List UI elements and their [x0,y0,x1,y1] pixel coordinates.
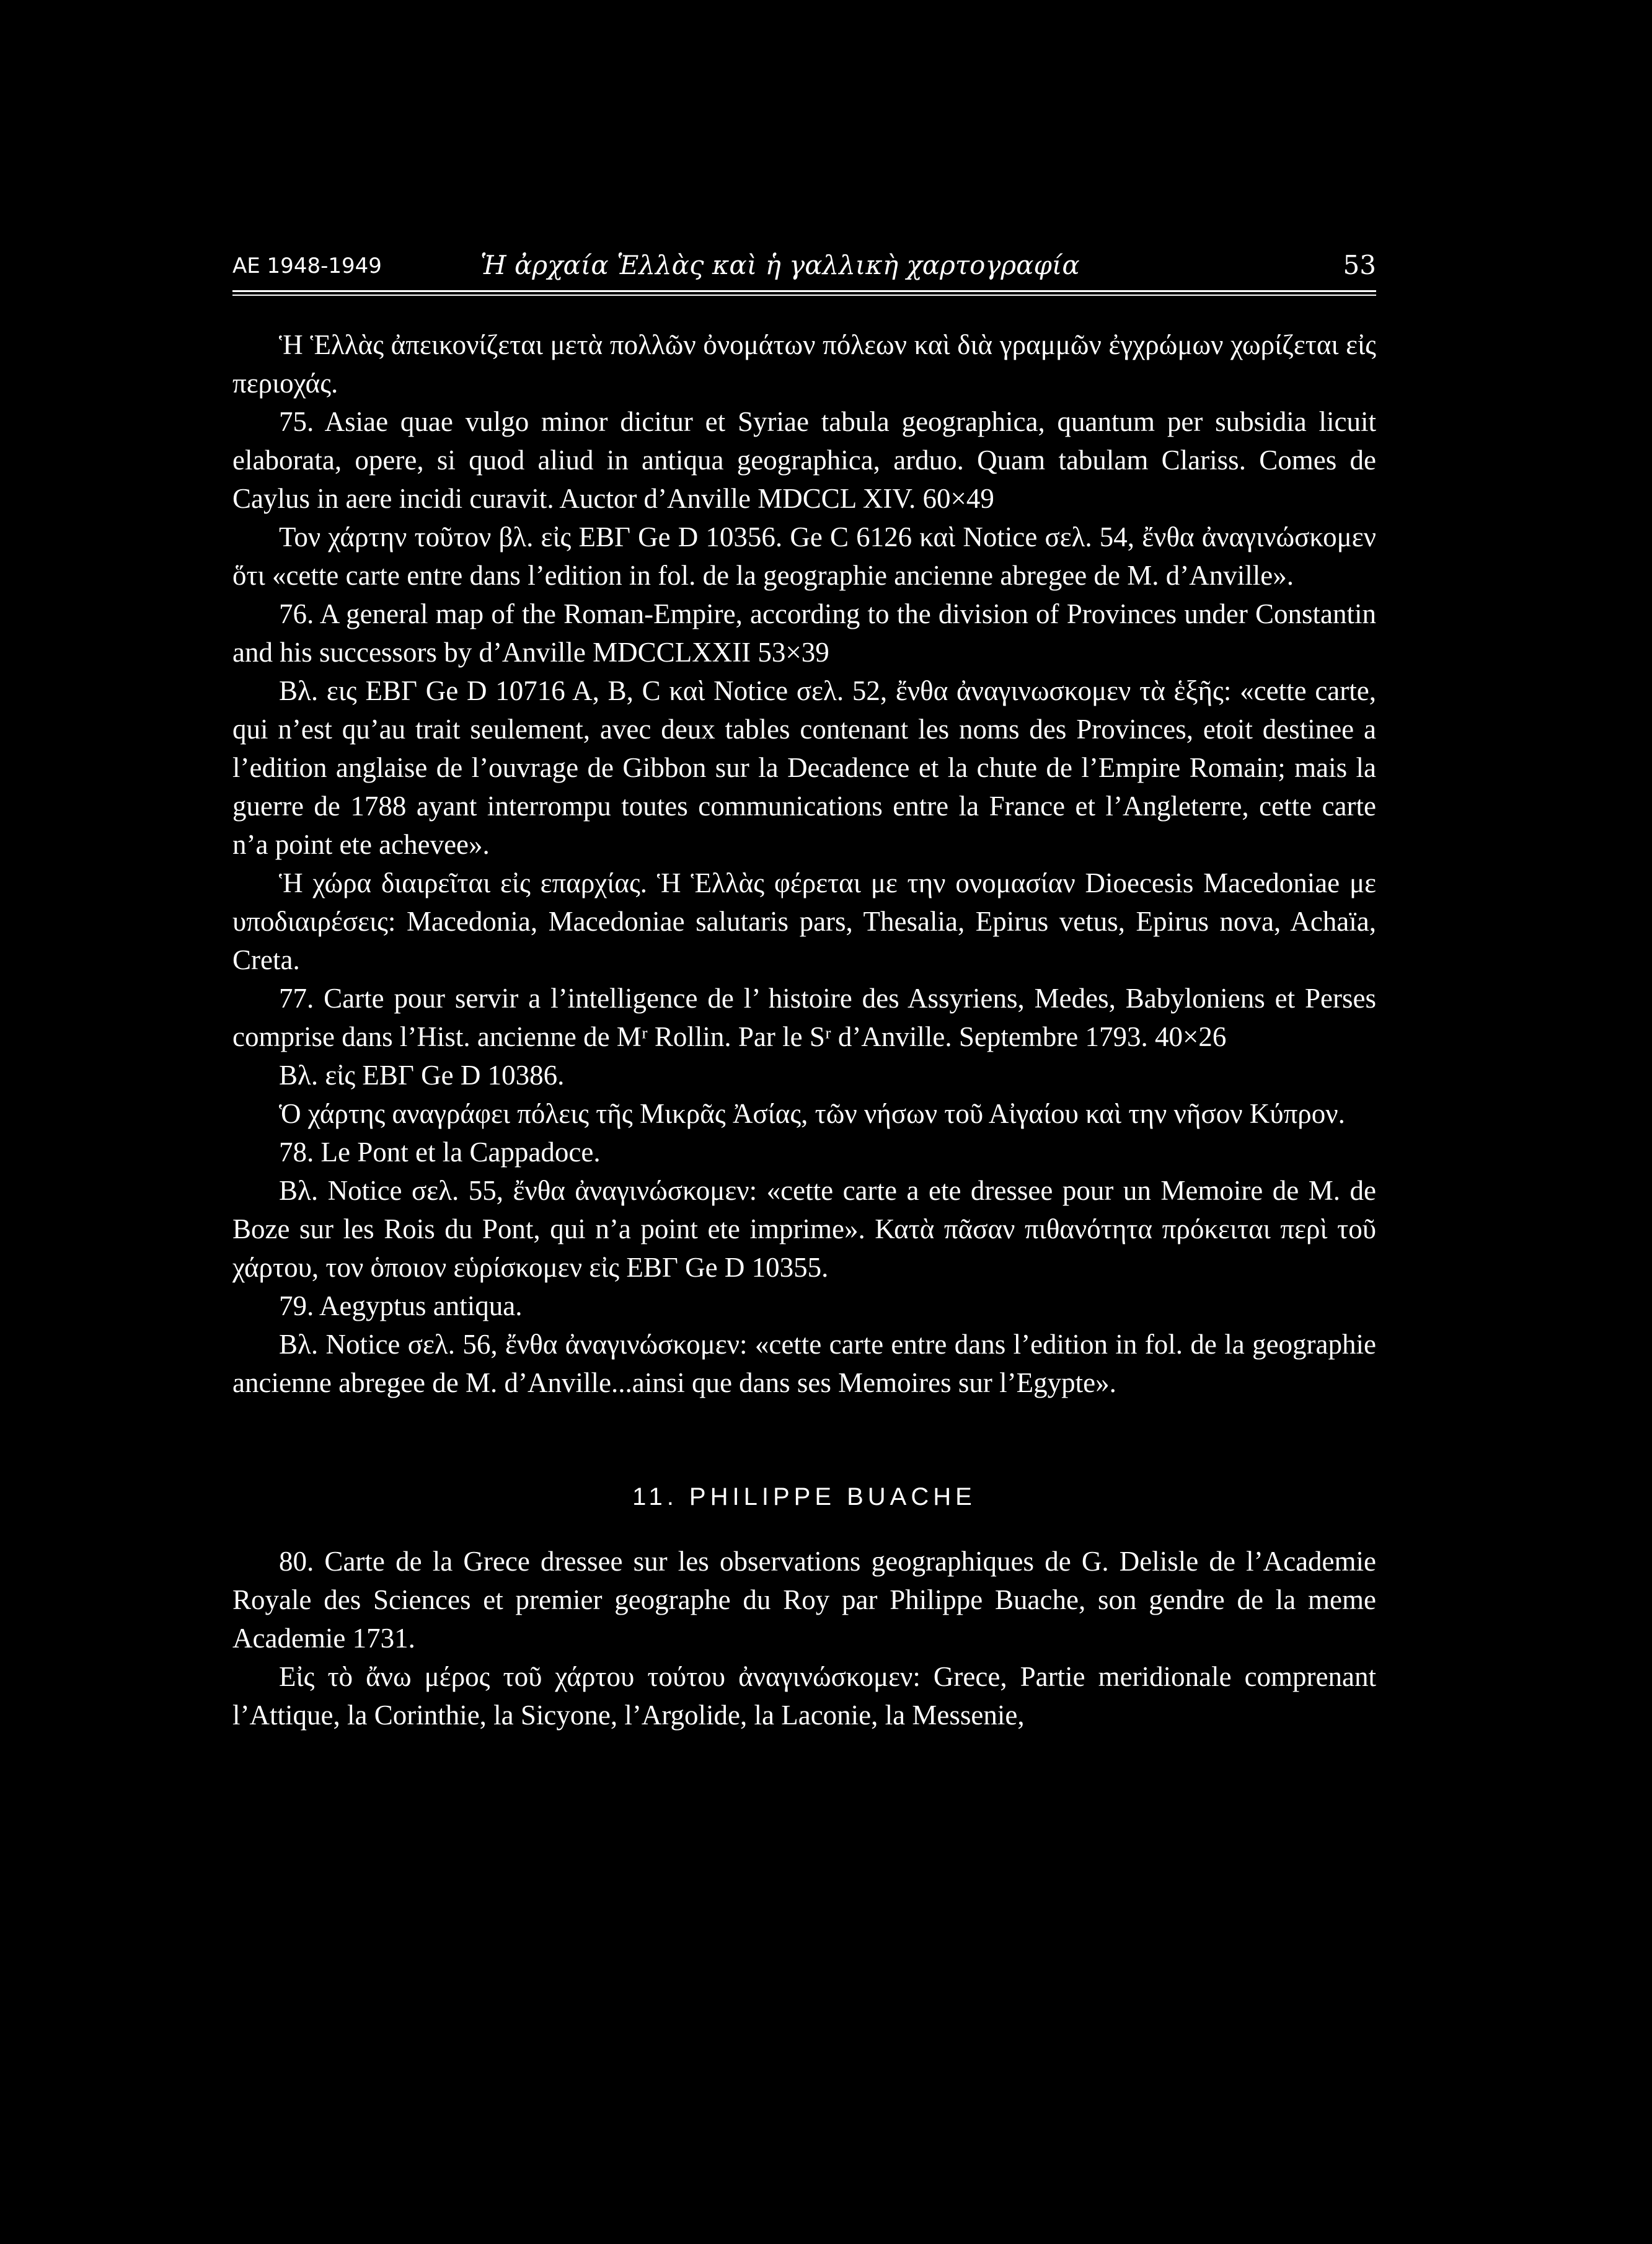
paragraph: 76. A general map of the Roman-Empire, according to the division of Provinces under Constantin and his successors by d’Anville MDCCLXXII 53×39 [232,598,1376,668]
running-title: Ἡ ἀρχαία Ἑλλὰς καὶ ἡ γαλλικὴ χαρτογραφία [480,250,1080,280]
paragraph: 78. Le Pont et la Cappadoce. [279,1137,601,1168]
paragraph: Βλ. Notice σελ. 55, ἔνθα ἀναγινώσκομεν: «cette carte a ete dressee pour un Memoire de M. de Boze sur les Rois du Pont, qui n’a point ete imprime». Κατὰ πᾶσαν πιθανότητα πρόκειται περὶ τοῦ χάρτου, τον ὁποιον εὑρίσκομεν εἰς ΕΒΓ Ge D 10355. [232,1175,1376,1283]
paragraph: Ἡ Ἑλλὰς ἀπεικονίζεται μετὰ πολλῶν ὀνομάτων πόλεων καὶ διὰ γραμμῶν ἐγχρώμων χωρίζεται εἰς περιοχάς. [232,329,1376,399]
main-text [232,326,1376,1734]
section-heading: 11. PHILIPPE BUACHE [632,1483,976,1510]
paragraph: Ὁ χάρτης αναγράφει πόλεις τῆς Μικρᾶς Ἀσίας, τῶν νήσων τοῦ Αἰγαίου καὶ την νῆσον Κύπρον. [279,1098,1345,1129]
page-number: 53 [1343,250,1376,280]
paragraph: 80. Carte de la Grece dressee sur les observations geographiques de G. Delisle de l’Academie Royale des Sciences et premier geographe du Roy par Philippe Buache, son gendre de la meme Academie 1731. [232,1546,1376,1654]
header-rule [232,295,1376,296]
paragraph: 75. Asiae quae vulgo minor dicitur et Syriae tabula geographica, quantum per subsidia licuit elaborata, opere, si quod aliud in antiqua geographica, arduo. Quam tabulam Clariss. Comes de Caylus in aere incidi curavit. Auctor d’Anville MDCCL XIV. 60×49 [232,406,1376,514]
paragraph: Εἰς τὸ ἄνω μέρος τοῦ χάρτου τούτου ἀναγινώσκομεν: Grece, Partie meridionale comprenant l’Attique, la Corinthie, la Sicyone, l’Argolide, la Laconie, la Messenie, [232,1661,1376,1731]
paragraph: Ἡ χώρα διαιρεῖται εἰς επαρχίας. Ἡ Ἑλλὰς φέρεται με την ονομασίαν Dioecesis Macedoniae με υποδιαιρέσεις: Macedonia, Macedoniae salutaris pars, Thesalia, Epirus vetus, Epirus nova, Achaïa, Creta. [232,867,1376,975]
paragraph: Τον χάρτην τοῦτον βλ. εἰς ΕΒΓ Ge D 10356. Ge C 6126 καὶ Notice σελ. 54, ἔνθα ἀναγινώσκομεν ὅτι «cette carte entre dans l’edition in fol. de la geographie ancienne abregee de M. d’Anville». [232,521,1376,591]
page-header [232,250,1376,287]
journal-label: ΑΕ 1948-1949 [232,254,382,278]
paragraph: Βλ. εἰς ΕΒΓ Ge D 10386. [279,1060,565,1091]
paragraph: 79. Aegyptus antiqua. [279,1290,523,1321]
paragraph: Βλ. εις ΕΒΓ Ge D 10716 A, B, C καὶ Notice σελ. 52, ἔνθα ἀναγινωσκομεν τὰ ἑξῆς: «cette carte, qui n’est qu’au trait seulement, avec deux tables contenant les noms des Provinces, etoit destinee a l’edition anglaise de l’ouvrage de Gibbon sur la Decadence et la chute de l’Empire Romain; mais la guerre de 1788 ayant interrompu toutes communications entre la France et l’Angleterre, cette carte n’a point ete achevee». [232,675,1376,860]
paragraph: Βλ. Notice σελ. 56, ἔνθα ἀναγινώσκομεν: «cette carte entre dans l’edition in fol. de la geographie ancienne abregee de M. d’Anville...ainsi que dans ses Memoires sur l’Egypte». [232,1329,1376,1398]
paragraph: 77. Carte pour servir a l’intelligence de l’ histoire des Assyriens, Medes, Babyloniens et Perses comprise dans l’Hist. ancienne de Mʳ Rollin. Par le Sʳ d’Anville. Septembre 1793. 40×26 [232,983,1376,1052]
header-rule [232,290,1376,292]
